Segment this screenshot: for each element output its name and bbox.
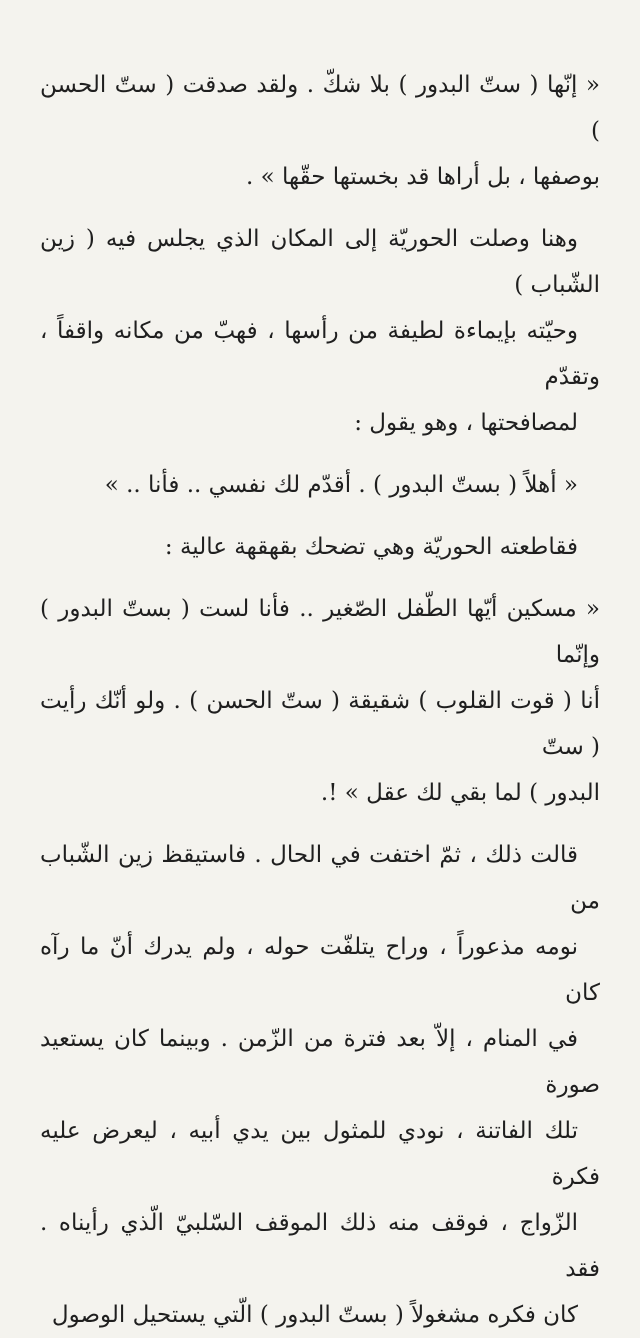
paragraph-6-line-3: في المنام ، إلاّ بعد فترة من الزّمن . وبينما كان يستعيد صورة [40, 1026, 600, 1098]
paragraph-5-line-1: « مسكين أيّها الطّفل الصّغير .. فأنا لست ( بستّ البدور ) وإنّما [40, 596, 600, 668]
paragraph-5-line-2: أنا ( قوت القلوب ) شقيقة ( ستّ الحسن ) . ولو أنّك رأيت ( ستّ [40, 688, 600, 760]
paragraph-6-line-1: قالت ذلك ، ثمّ اختفت في الحال . فاستيقظ زين الشّباب من [40, 842, 600, 914]
paragraph-2 [40, 216, 600, 446]
paragraph-4-line-1: فقاطعته الحوريّة وهي تضحك بقهقهة عالية : [164, 534, 578, 560]
paragraph-4 [40, 524, 600, 570]
paragraph-1-line-1: « إنّها ( ستّ البدور ) بلا شكّ . ولقد صدقت ( ستّ الحسن ) [40, 72, 600, 144]
paragraph-5-line-3: البدور ) لما بقي لك عقل » !. [320, 780, 600, 806]
paragraph-1-line-2: بوصفها ، بل أراها قد بخستها حقّها » . [245, 164, 600, 190]
paragraph-3-line-1: « أهلاً ( بستّ البدور ) . أقدّم لك نفسي .. فأنا .. » [104, 472, 578, 498]
paragraph-6-line-6: كان فكره مشغولاً ( بستّ البدور ) الّتي يستحيل الوصول [51, 1302, 578, 1328]
paragraph-6-line-4: تلك الفاتنة ، نودي للمثول بين يدي أبيه ، ليعرض عليه فكرة [40, 1118, 600, 1190]
paragraph-2-line-3: لمصافحتها ، وهو يقول : [354, 410, 578, 436]
paragraph-6-line-2: نومه مذعوراً ، وراح يتلفّت حوله ، ولم يدرك أنّ ما رآه كان [40, 934, 600, 1006]
paragraph-1 [40, 62, 600, 200]
paragraph-2-line-1: وهنا وصلت الحوريّة إلى المكان الذي يجلس فيه ( زين الشّباب ) [40, 226, 600, 298]
paragraph-2-line-2: وحيّته بإيماءة لطيفة من رأسها ، فهبّ من مكانه واقفاً ، وتقدّم [40, 318, 600, 390]
paragraph-6 [40, 832, 600, 1338]
paragraph-5 [40, 586, 600, 816]
paragraph-3 [40, 462, 600, 508]
paragraph-6-line-5: الزّواج ، فوقف منه ذلك الموقف السّلبيّ الّذي رأيناه . فقد [40, 1210, 600, 1282]
